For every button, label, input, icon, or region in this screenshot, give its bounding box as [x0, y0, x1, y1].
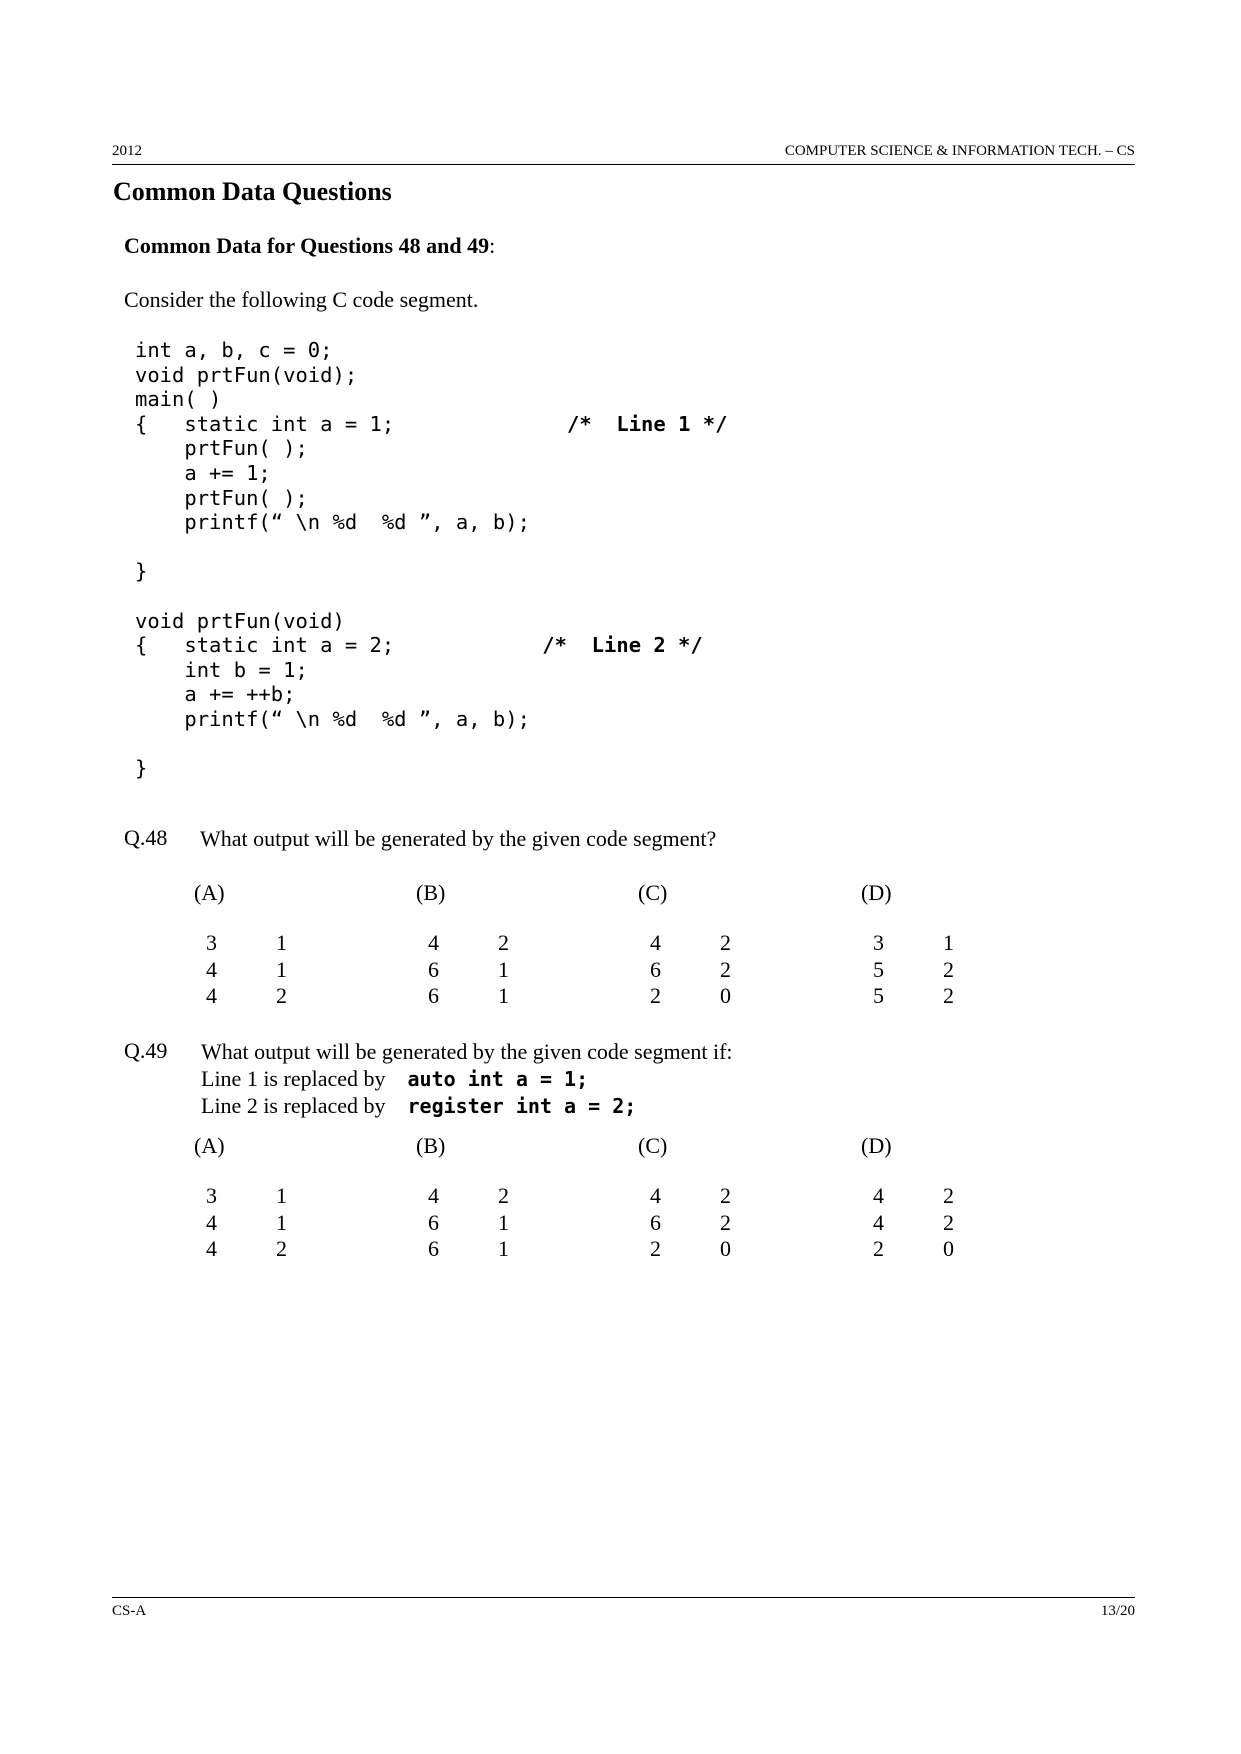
- q48-option-c-values: [650, 930, 731, 1010]
- q48-option-b-values: [428, 930, 509, 1010]
- section-title: Common Data Questions: [113, 177, 392, 206]
- q48-option-a-values: [206, 930, 287, 1010]
- code-line: printf(“ \n %d %d ”, a, b);: [135, 706, 530, 731]
- q48-text: What output will be generated by the given code segment?: [200, 826, 717, 851]
- value: 4: [650, 930, 661, 955]
- code-line: int b = 1;: [135, 657, 308, 682]
- value: 0: [720, 1236, 731, 1261]
- q49-line2-text: Line 2 is replaced by: [201, 1093, 386, 1118]
- code-segment: [135, 338, 727, 781]
- footer-paper-code: CS-A: [112, 1603, 147, 1619]
- q49-option-a-values: [206, 1183, 287, 1263]
- q49-line1-text: Line 1 is replaced by: [201, 1066, 386, 1091]
- code-line: }: [135, 756, 148, 781]
- value: 4: [650, 1183, 661, 1208]
- value: 1: [276, 1209, 287, 1235]
- code-line: int a, b, c = 0;: [135, 338, 333, 362]
- code-comment-line-1: /* Line 1 */: [566, 411, 728, 436]
- q48-option-c-label[interactable]: (C): [638, 880, 668, 905]
- value: 4: [206, 1236, 217, 1261]
- value: 4: [206, 983, 217, 1008]
- q49-option-b-label[interactable]: (B): [416, 1133, 446, 1158]
- code-line: void prtFun(void): [135, 608, 345, 633]
- q49-option-d-label[interactable]: (D): [861, 1133, 892, 1158]
- value: 1: [498, 956, 509, 982]
- code-line: a += ++b;: [135, 682, 296, 707]
- q49-option-c-label[interactable]: (C): [638, 1133, 668, 1158]
- code-line: { static int a = 2;: [135, 633, 395, 658]
- value: 3: [873, 930, 884, 955]
- value: 1: [943, 930, 954, 955]
- header-year: 2012: [112, 143, 142, 159]
- value: 1: [498, 1236, 509, 1261]
- value: 2: [498, 930, 509, 955]
- footer-page-number: 13/20: [1100, 1603, 1135, 1619]
- value: 4: [428, 930, 439, 955]
- value: 0: [720, 983, 731, 1008]
- value: 6: [650, 956, 661, 982]
- value: 0: [943, 1236, 954, 1261]
- value: 6: [428, 1209, 439, 1235]
- value: 2: [943, 1209, 954, 1235]
- code-line: { static int a = 1;: [135, 411, 395, 436]
- value: 3: [206, 930, 217, 955]
- q49-option-c-values: [650, 1183, 731, 1263]
- q48-number: Q.48: [124, 825, 168, 850]
- value: 1: [276, 1183, 287, 1208]
- value: 5: [873, 956, 884, 982]
- q49-option-a-label[interactable]: (A): [194, 1133, 225, 1158]
- q48-option-d-label[interactable]: (D): [861, 880, 892, 905]
- code-line: prtFun( );: [135, 485, 308, 510]
- code-line: printf(“ \n %d %d ”, a, b);: [135, 510, 530, 535]
- value: 1: [498, 1209, 509, 1235]
- q48-option-b-label[interactable]: (B): [416, 880, 446, 905]
- code-line: }: [135, 559, 148, 584]
- header-subject: COMPUTER SCIENCE & INFORMATION TECH. – CS: [784, 143, 1135, 159]
- value: 6: [428, 983, 439, 1008]
- value: 2: [943, 1183, 954, 1208]
- value: 3: [206, 1183, 217, 1208]
- common-data-heading: [124, 233, 495, 259]
- value: 6: [428, 1236, 439, 1261]
- value: 2: [276, 1236, 287, 1261]
- value: 2: [720, 930, 731, 955]
- value: 2: [720, 1183, 731, 1208]
- q48-option-d-values: [873, 930, 954, 1010]
- q49-text: What output will be generated by the given code segment if:: [201, 1039, 733, 1064]
- value: 2: [943, 983, 954, 1008]
- common-data-heading-text: Common Data for Questions 48 and 49: [124, 233, 490, 258]
- code-comment-line-2: /* Line 2 */: [542, 633, 703, 658]
- value: 1: [276, 956, 287, 982]
- value: 4: [206, 956, 217, 982]
- header-rule: [112, 164, 1135, 165]
- code-line: void prtFun(void);: [135, 362, 358, 387]
- common-data-heading-colon: :: [489, 233, 496, 258]
- code-line: prtFun( );: [135, 436, 308, 461]
- footer-rule: [112, 1597, 1135, 1598]
- value: 1: [498, 983, 509, 1008]
- value: 2: [276, 983, 287, 1008]
- q49-option-d-values: [873, 1183, 954, 1263]
- common-data-intro: Consider the following C code segment.: [124, 287, 479, 312]
- q49-option-b-values: [428, 1183, 509, 1263]
- value: 6: [650, 1209, 661, 1235]
- value: 4: [428, 1183, 439, 1208]
- q49-line1-replacement: [201, 1065, 588, 1093]
- value: 5: [873, 983, 884, 1008]
- value: 2: [650, 983, 661, 1008]
- value: 1: [276, 930, 287, 955]
- value: 4: [873, 1209, 884, 1235]
- value: 2: [498, 1183, 509, 1208]
- code-line: main( ): [135, 387, 222, 412]
- value: 4: [206, 1209, 217, 1235]
- value: 2: [720, 956, 731, 982]
- code-line: a += 1;: [135, 460, 271, 485]
- q48-option-a-label[interactable]: (A): [194, 880, 225, 905]
- value: 2: [873, 1236, 884, 1261]
- value: 6: [428, 956, 439, 982]
- value: 4: [873, 1183, 884, 1208]
- value: 2: [650, 1236, 661, 1261]
- q49-number: Q.49: [124, 1038, 168, 1063]
- value: 2: [720, 1209, 731, 1235]
- value: 2: [943, 956, 954, 982]
- q49-line2-code: register int a = 2;: [407, 1094, 637, 1118]
- q49-line2-replacement: [201, 1092, 636, 1120]
- q49-line1-code: auto int a = 1;: [407, 1067, 589, 1091]
